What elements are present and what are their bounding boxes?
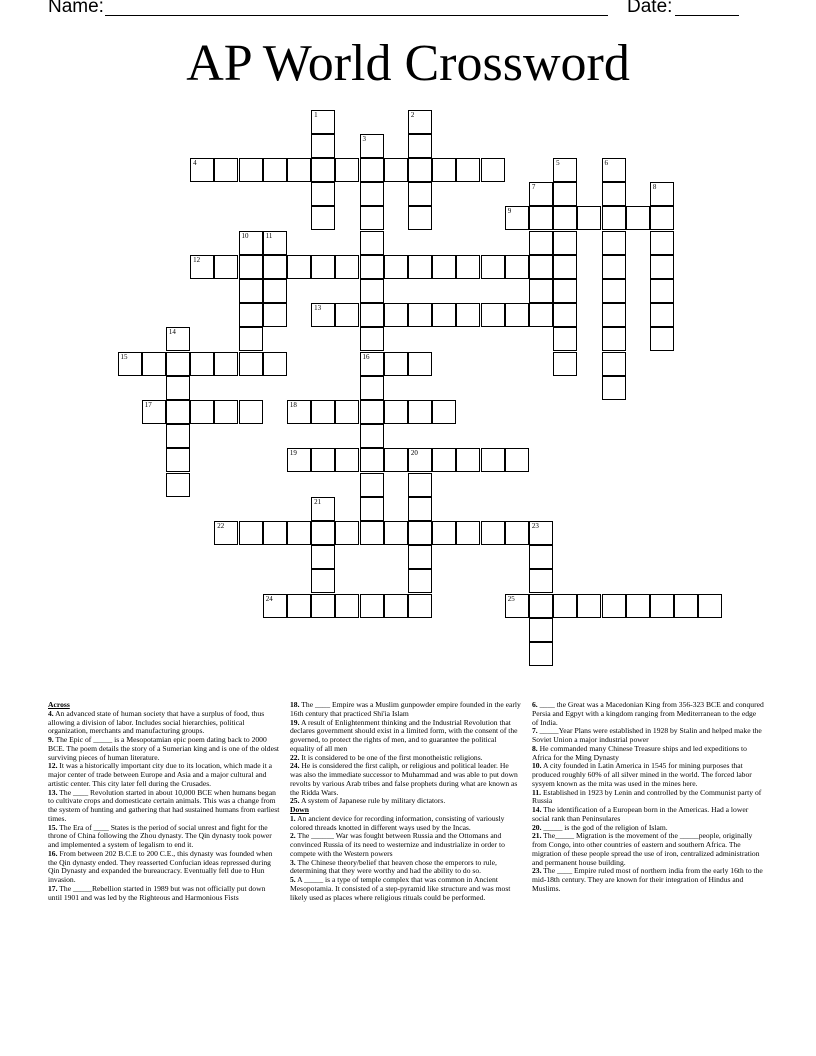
grid-cell[interactable] xyxy=(166,352,190,376)
grid-cell[interactable] xyxy=(239,255,263,279)
date-label: Date: xyxy=(627,0,673,17)
clue-number-label: 12. xyxy=(48,761,58,771)
grid-cell[interactable] xyxy=(650,182,674,206)
clue-text: The Era of ____ States is the period of social unrest and fight for the throne of China following the Zhou dynasty. The Qin dynasty took power and implemented a system of legalism to end it. xyxy=(48,822,272,849)
grid-cell[interactable] xyxy=(335,303,359,327)
clue-item xyxy=(290,832,522,858)
grid-cell[interactable] xyxy=(626,206,650,230)
clue-number-label: 2. xyxy=(290,831,296,841)
grid-cell[interactable] xyxy=(360,594,384,618)
grid-cell[interactable] xyxy=(335,158,359,182)
grid-cell[interactable] xyxy=(311,545,335,569)
grid-cell[interactable] xyxy=(529,231,553,255)
grid-cell[interactable] xyxy=(505,303,529,327)
grid-cell[interactable] xyxy=(263,594,287,618)
grid-cell[interactable] xyxy=(674,594,698,618)
down-heading: Down xyxy=(290,805,309,814)
grid-cell[interactable] xyxy=(360,352,384,376)
clue-number: 10 xyxy=(241,231,249,240)
grid-cell[interactable] xyxy=(335,521,359,545)
clue-text: _____ is the god of the religion of Islam. xyxy=(541,822,668,832)
grid-cell[interactable] xyxy=(142,400,166,424)
grid-cell[interactable] xyxy=(481,521,505,545)
grid-cell[interactable] xyxy=(650,327,674,351)
clue-item xyxy=(290,701,522,719)
grid-cell[interactable] xyxy=(456,521,480,545)
clue-number: 21 xyxy=(314,497,322,506)
clue-number-label: 18. xyxy=(290,700,300,709)
grid-cell[interactable] xyxy=(311,497,335,521)
grid-cell[interactable] xyxy=(432,400,456,424)
grid-cell[interactable] xyxy=(384,521,408,545)
clue-number-label: 6. xyxy=(532,700,538,709)
clue-number: 9 xyxy=(507,207,512,216)
grid-cell[interactable] xyxy=(456,158,480,182)
clue-number-label: 10. xyxy=(532,761,542,771)
grid-cell[interactable] xyxy=(553,594,577,618)
grid-cell[interactable] xyxy=(553,206,577,230)
grid-cell[interactable] xyxy=(432,448,456,472)
clue-number: 20 xyxy=(410,449,418,458)
clue-number: 13 xyxy=(314,304,322,313)
grid-cell[interactable] xyxy=(505,521,529,545)
clue-text: He is considered the first caliph, or religious and political leader. He was also the immediate successor to Muhammad and was able to put down revolts by various Arab tribes and false prophets during what are known as the Ridda Wars. xyxy=(290,761,518,797)
clue-number: 5 xyxy=(556,158,560,167)
clue-number: 12 xyxy=(193,255,201,264)
grid-cell[interactable] xyxy=(529,521,553,545)
grid-cell[interactable] xyxy=(214,352,238,376)
grid-cell[interactable] xyxy=(263,352,287,376)
clue-item xyxy=(48,885,280,903)
grid-cell[interactable] xyxy=(602,231,626,255)
clue-item xyxy=(48,824,280,850)
grid-cell[interactable] xyxy=(311,521,335,545)
clue-number: 18 xyxy=(289,400,297,409)
clue-item xyxy=(290,762,522,797)
grid-cell[interactable] xyxy=(335,400,359,424)
grid-cell[interactable] xyxy=(166,473,190,497)
clue-number: 24 xyxy=(265,594,273,603)
grid-cell[interactable] xyxy=(650,594,674,618)
clue-number: 11 xyxy=(265,231,273,240)
grid-cell[interactable] xyxy=(602,279,626,303)
clue-number-label: 8. xyxy=(532,743,538,753)
grid-cell[interactable] xyxy=(360,400,384,424)
grid-cell[interactable] xyxy=(335,448,359,472)
grid-cell[interactable] xyxy=(553,255,577,279)
clue-number: 19 xyxy=(289,449,297,458)
grid-cell[interactable] xyxy=(239,158,263,182)
grid-cell[interactable] xyxy=(263,279,287,303)
grid-cell[interactable] xyxy=(408,400,432,424)
clue-item xyxy=(48,789,280,824)
grid-cell[interactable] xyxy=(432,158,456,182)
clue-number-label: 3. xyxy=(290,857,296,867)
grid-cell[interactable] xyxy=(698,594,722,618)
grid-cell[interactable] xyxy=(650,279,674,303)
clue-text: ____ the Great was a Macedonian King from 356-323 BCE and conqured Persia and Egpyt with a kingdom ranging from Mediterranean to the edge of India. xyxy=(532,700,764,727)
grid-cell[interactable] xyxy=(360,182,384,206)
grid-cell[interactable] xyxy=(408,473,432,497)
grid-cell[interactable] xyxy=(360,327,384,351)
grid-cell[interactable] xyxy=(214,521,238,545)
clue-item xyxy=(532,867,764,893)
grid-cell[interactable] xyxy=(239,327,263,351)
grid-cell[interactable] xyxy=(553,182,577,206)
clue-text: He commanded many Chinese Treasure ships and led expeditions to Africa for the Ming Dynasty xyxy=(532,743,747,762)
grid-cell[interactable] xyxy=(408,206,432,230)
clue-number-label: 14. xyxy=(532,805,542,814)
grid-cell[interactable] xyxy=(602,158,626,182)
clue-item xyxy=(48,710,280,736)
grid-cell[interactable] xyxy=(287,448,311,472)
grid-cell[interactable] xyxy=(214,255,238,279)
grid-cell[interactable] xyxy=(505,206,529,230)
clue-item xyxy=(48,736,280,762)
clue-text: The ____ Empire was a Muslim gunpowder empire founded in the early 16th century that practiced Shi'ia Islam xyxy=(290,700,521,718)
grid-cell[interactable] xyxy=(166,376,190,400)
grid-cell[interactable] xyxy=(239,400,263,424)
grid-cell[interactable] xyxy=(408,352,432,376)
grid-cell[interactable] xyxy=(263,521,287,545)
clue-number-label: 4. xyxy=(48,708,54,718)
grid-cell[interactable] xyxy=(432,255,456,279)
grid-cell[interactable] xyxy=(529,569,553,593)
grid-cell[interactable] xyxy=(602,182,626,206)
clue-number-label: 9. xyxy=(48,735,54,744)
grid-cell[interactable] xyxy=(360,473,384,497)
clue-number: 2 xyxy=(410,110,415,119)
grid-cell[interactable] xyxy=(311,448,335,472)
grid-cell[interactable] xyxy=(553,158,577,182)
grid-cell[interactable] xyxy=(456,303,480,327)
clue-item xyxy=(48,850,280,885)
grid-cell[interactable] xyxy=(602,352,626,376)
clue-number: 6 xyxy=(604,158,608,167)
grid-cell[interactable] xyxy=(360,134,384,158)
clue-text: _____Year Plans were established in 1928 by Stalin and helped make the Soviet Union a major industrial power xyxy=(532,726,762,744)
clue-text: It is considered to be one of the first monotheistic religions. xyxy=(299,752,483,762)
grid-cell[interactable] xyxy=(505,255,529,279)
clue-number-label: 7. xyxy=(532,726,538,736)
clue-text: An ancient device for recording information, consisting of variously colored threads knotted in different ways used by the Incas. xyxy=(290,813,505,832)
grid-cell[interactable] xyxy=(529,545,553,569)
grid-cell[interactable] xyxy=(529,182,553,206)
grid-cell[interactable] xyxy=(287,400,311,424)
grid-cell[interactable] xyxy=(408,594,432,618)
grid-cell[interactable] xyxy=(239,279,263,303)
grid-cell[interactable] xyxy=(311,400,335,424)
clue-item xyxy=(532,745,764,763)
grid-cell[interactable] xyxy=(384,158,408,182)
clue-number-label: 22. xyxy=(290,752,300,762)
clue-text: An advanced state of human society that have a surplus of food, thus allowing a division of labor. Includes social hierarchies, political organization, merchants and manufacturing groups. xyxy=(48,708,265,736)
grid-cell[interactable] xyxy=(408,497,432,521)
clue-number: 3 xyxy=(362,134,366,143)
grid-cell[interactable] xyxy=(408,521,432,545)
grid-cell[interactable] xyxy=(577,594,601,618)
grid-cell[interactable] xyxy=(214,400,238,424)
clue-number-label: 11. xyxy=(532,787,542,797)
clue-text: The _____Rebellion started in 1989 but was not officially put down until 1901 and was led by the Righteous and Harmonious Fists xyxy=(48,883,266,902)
clue-number: 16 xyxy=(362,352,370,361)
grid-cell[interactable] xyxy=(553,352,577,376)
clue-text: Established in 1923 by Lenin and controlled by the Communist party of Russia xyxy=(532,787,762,806)
clue-number: 15 xyxy=(120,352,128,361)
clue-number: 1 xyxy=(314,110,318,119)
grid-cell[interactable] xyxy=(360,448,384,472)
grid-cell[interactable] xyxy=(311,594,335,618)
grid-cell[interactable] xyxy=(311,255,335,279)
grid-cell[interactable] xyxy=(602,303,626,327)
clue-item xyxy=(532,762,764,788)
clue-text: The_____ Migration is the movement of the _____people, originally from Congo, into other countries of eastern and southern Africa. The migration of these people spread the use of iron, centralized administration and permanent house building. xyxy=(532,831,760,867)
clue-item xyxy=(48,762,280,788)
clue-item xyxy=(290,797,522,806)
grid-cell[interactable] xyxy=(408,158,432,182)
grid-cell[interactable] xyxy=(553,279,577,303)
grid-cell[interactable] xyxy=(239,352,263,376)
grid-cell[interactable] xyxy=(118,352,142,376)
grid-cell[interactable] xyxy=(650,231,674,255)
grid-cell[interactable] xyxy=(408,255,432,279)
grid-cell[interactable] xyxy=(287,521,311,545)
clue-number-label: 16. xyxy=(48,848,58,858)
across-heading: Across xyxy=(48,700,70,709)
clue-text: The ____ Empire ruled most of northern india from the early 16th to the mid-18th century. They are known for their integration of Hindus and Muslims. xyxy=(532,866,763,893)
clue-item xyxy=(290,719,522,754)
clue-text: The Chinese theory/belief that heaven chose the emperors to rule, determining that they were worthy and had the ability to do so. xyxy=(290,857,497,876)
clue-number-label: 1. xyxy=(290,813,296,823)
grid-cell[interactable] xyxy=(287,594,311,618)
grid-cell[interactable] xyxy=(166,327,190,351)
grid-cell[interactable] xyxy=(481,303,505,327)
grid-cell[interactable] xyxy=(142,352,166,376)
grid-cell[interactable] xyxy=(602,206,626,230)
grid-cell[interactable] xyxy=(384,400,408,424)
clues-column-3 xyxy=(532,701,764,894)
clue-number: 4 xyxy=(193,158,197,167)
grid-cell[interactable] xyxy=(384,594,408,618)
clue-item xyxy=(532,789,764,807)
clue-number-label: 24. xyxy=(290,761,300,771)
clue-number: 17 xyxy=(144,400,152,409)
grid-cell[interactable] xyxy=(456,448,480,472)
grid-cell[interactable] xyxy=(481,448,505,472)
grid-cell[interactable] xyxy=(360,158,384,182)
grid-cell[interactable] xyxy=(190,352,214,376)
clue-item xyxy=(290,876,522,902)
clue-number-label: 5. xyxy=(290,875,296,884)
grid-cell[interactable] xyxy=(214,158,238,182)
clue-number-label: 23. xyxy=(532,866,542,876)
clue-item xyxy=(290,859,522,877)
clues-column-2 xyxy=(290,701,522,902)
grid-cell[interactable] xyxy=(360,376,384,400)
grid-cell[interactable] xyxy=(311,303,335,327)
grid-cell[interactable] xyxy=(408,182,432,206)
clue-number-label: 20. xyxy=(532,822,542,832)
clue-number-label: 25. xyxy=(290,796,300,806)
grid-cell[interactable] xyxy=(311,110,335,134)
grid-cell[interactable] xyxy=(311,182,335,206)
grid-cell[interactable] xyxy=(263,255,287,279)
grid-cell[interactable] xyxy=(529,206,553,230)
clue-item xyxy=(532,832,764,867)
grid-cell[interactable] xyxy=(335,594,359,618)
grid-cell[interactable] xyxy=(190,255,214,279)
grid-cell[interactable] xyxy=(408,448,432,472)
grid-cell[interactable] xyxy=(481,255,505,279)
name-label: Name: xyxy=(48,0,104,17)
grid-cell[interactable] xyxy=(553,231,577,255)
grid-cell[interactable] xyxy=(360,231,384,255)
grid-cell[interactable] xyxy=(360,521,384,545)
grid-cell[interactable] xyxy=(505,594,529,618)
clue-number: 8 xyxy=(652,183,657,192)
clue-number: 7 xyxy=(531,183,536,192)
clue-number-label: 15. xyxy=(48,822,58,832)
grid-cell[interactable] xyxy=(384,255,408,279)
clue-item xyxy=(532,806,764,824)
clue-item xyxy=(532,701,764,727)
grid-cell[interactable] xyxy=(384,448,408,472)
grid-cell[interactable] xyxy=(602,594,626,618)
grid-cell[interactable] xyxy=(602,327,626,351)
clue-text: The ____ Revolution started in about 10,000 BCE when humans began to cultivate crops and domesticate certain animals. This was a change from the system of hunting and gathering that had sustained humans from earliest times. xyxy=(48,787,280,823)
grid-cell[interactable] xyxy=(360,255,384,279)
clue-text: The ______ War was fought between Russia and the Ottomans and convinced Russia of its need to westernize and industrialize in order to compete with the Western powers xyxy=(290,831,505,858)
grid-cell[interactable] xyxy=(311,158,335,182)
grid-cell[interactable] xyxy=(287,255,311,279)
grid-cell[interactable] xyxy=(529,618,553,642)
grid-cell[interactable] xyxy=(263,231,287,255)
grid-cell[interactable] xyxy=(360,279,384,303)
grid-cell[interactable] xyxy=(166,448,190,472)
clue-text: A city founded in Latin America in 1545 for mining purposes that produced roughly 60% of all silver mined in the world. The forced labor sysyem known as the mita was used in the mines here. xyxy=(532,761,752,788)
grid-cell[interactable] xyxy=(239,231,263,255)
page-title: AP World Crossword xyxy=(186,35,630,92)
grid-cell[interactable] xyxy=(529,255,553,279)
clue-text: It was a historically important city due to its location, which made it a major center of trade between Europe and Asia and a major cultural and artistic center. This city later fell during the Crusades. xyxy=(48,761,272,788)
grid-cell[interactable] xyxy=(166,400,190,424)
grid-cell[interactable] xyxy=(335,255,359,279)
grid-cell[interactable] xyxy=(432,521,456,545)
grid-cell[interactable] xyxy=(384,352,408,376)
grid-cell[interactable] xyxy=(529,594,553,618)
clue-text: A result of Enlightenment thinking and the Industrial Revolution that declares government should exist in a limited form, with the consent of the governed, to protect the rights of men, and to guarantee the political equality of all men xyxy=(290,717,518,753)
grid-cell[interactable] xyxy=(408,303,432,327)
grid-cell[interactable] xyxy=(553,303,577,327)
grid-cell[interactable] xyxy=(602,255,626,279)
grid-cell[interactable] xyxy=(650,303,674,327)
grid-cell[interactable] xyxy=(360,424,384,448)
clue-number: 23 xyxy=(531,521,539,530)
grid-cell[interactable] xyxy=(311,569,335,593)
grid-cell[interactable] xyxy=(360,206,384,230)
grid-cell[interactable] xyxy=(311,206,335,230)
clue-item xyxy=(532,727,764,745)
grid-cell[interactable] xyxy=(408,110,432,134)
grid-cell[interactable] xyxy=(650,255,674,279)
grid-cell[interactable] xyxy=(602,376,626,400)
clue-number-label: 17. xyxy=(48,883,58,893)
grid-cell[interactable] xyxy=(529,642,553,666)
grid-cell[interactable] xyxy=(263,158,287,182)
clue-text: The identification of a European born in the Americas. Had a lower social rank than Peninsulares xyxy=(532,805,749,823)
clue-number-label: 13. xyxy=(48,787,58,797)
grid-cell[interactable] xyxy=(360,497,384,521)
clue-text: A _____ is a type of temple complex that was common in Ancient Mesopotamia. It consisted of a step-pyramid like structure and was most likely used as places where religious rituals could be performed. xyxy=(290,875,511,902)
grid-cell[interactable] xyxy=(408,134,432,158)
grid-cell[interactable] xyxy=(650,206,674,230)
grid-cell[interactable] xyxy=(529,279,553,303)
grid-cell[interactable] xyxy=(408,545,432,569)
clue-number: 14 xyxy=(168,328,176,337)
grid-cell[interactable] xyxy=(505,448,529,472)
clue-number: 25 xyxy=(507,594,515,603)
grid-cell[interactable] xyxy=(239,303,263,327)
grid-cell[interactable] xyxy=(456,255,480,279)
grid-cell[interactable] xyxy=(190,158,214,182)
clue-number-label: 21. xyxy=(532,831,542,841)
clue-item xyxy=(290,815,522,833)
clue-text: A system of Japanese rule by military dictators. xyxy=(299,796,446,806)
grid-cell[interactable] xyxy=(432,303,456,327)
clues-column-1 xyxy=(48,701,280,902)
clue-number: 22 xyxy=(217,521,225,530)
clue-number-label: 19. xyxy=(290,717,300,727)
grid-cell[interactable] xyxy=(626,594,650,618)
grid-cell[interactable] xyxy=(481,158,505,182)
grid-cell[interactable] xyxy=(263,303,287,327)
grid-cell[interactable] xyxy=(360,303,384,327)
grid-cell[interactable] xyxy=(577,206,601,230)
grid-cell[interactable] xyxy=(190,400,214,424)
grid-cell[interactable] xyxy=(166,424,190,448)
grid-cell[interactable] xyxy=(287,158,311,182)
clue-text: From between 202 B.C.E to 200 C.E., this dynasty was founded when the Qin dynasty ended. They reasserted Confucian ideas repressed during Qin Dynasty and expanded the bureaucracy. Eventually fell due to Hun invasion. xyxy=(48,848,273,884)
grid-cell[interactable] xyxy=(529,303,553,327)
grid-cell[interactable] xyxy=(311,134,335,158)
grid-cell[interactable] xyxy=(408,569,432,593)
grid-cell[interactable] xyxy=(553,327,577,351)
grid-cell[interactable] xyxy=(239,521,263,545)
grid-cell[interactable] xyxy=(384,303,408,327)
clue-text: The Epic of _____ is a Mesopotamian epic poem dating back to 2000 BCE. The poem details the story of a Sumerian king and is one of the oldest surviving pieces of human literature. xyxy=(48,735,280,762)
